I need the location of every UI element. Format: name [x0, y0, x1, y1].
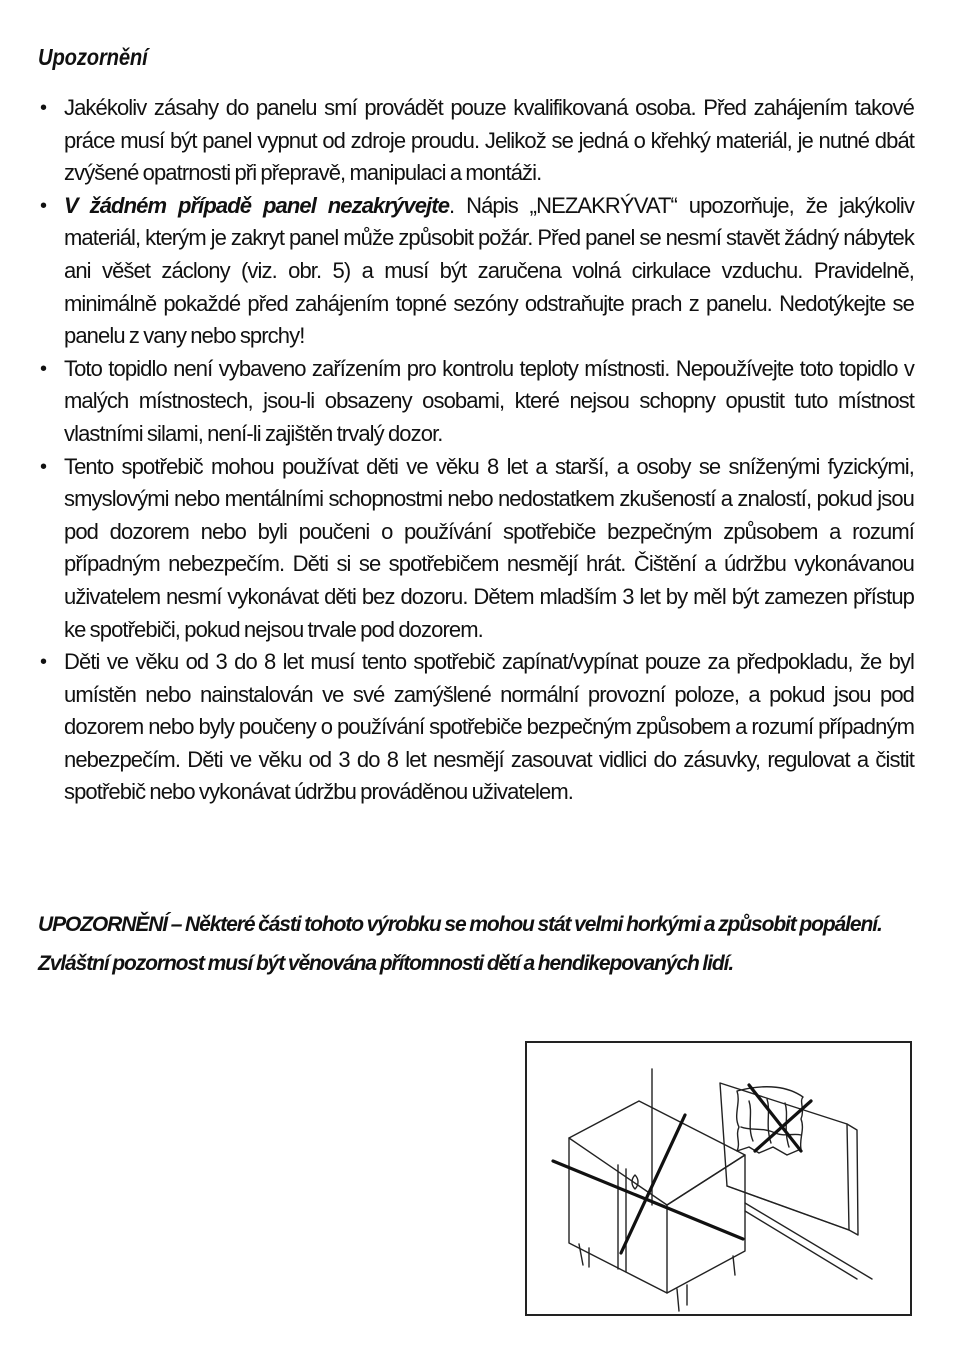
bullet-text: Toto topidlo není vybaveno zařízením pro kontrolu teploty místnosti. Nepoužívejte toto topidlo v malých místnostech, jsou-li obsazeny osobami, které nejsou schopny opustit tuto místnost vlastními silami, není-li zajištěn trvalý dozor.: [64, 355, 914, 446]
furniture-icon: [569, 1101, 745, 1311]
warning-bullet-list: [38, 92, 914, 809]
bullet-item: [38, 190, 914, 353]
bullet-text: Jakékoliv zásahy do panelu smí provádět pouze kvalifikovaná osoba. Před zahájením takové práce musí být panel vypnut od zdroje proudu. Jelikož se jedná o křehký materiál, je nutné dbát zvýšené opatrnosti při přepravě, manipulaci a montáži.: [64, 95, 914, 186]
bullet-text: Tento spotřebič mohou používat děti ve věku 8 let a starší, a osoby se sníženými fyzickými, smyslovými nebo mentálními schopnostmi nebo nedostatkem zkušeností a znalostí, pokud jsou pod dozorem nebo byli poučeni o používání spotřebiče bezpečným způsobem a rozumí případným nebezpečím. Děti si se spotřebičem nesmějí hrát. Čištění a údržbu vykonávanou uživatelem nesmí vykonávat děti bez dozoru. Dětem mladším 3 let by měl být zamezen přístup ke spotřebiči, pokud nejsou trvale pod dozorem.: [64, 453, 914, 642]
floor-line: [745, 1203, 872, 1279]
bullet-text: . Nápis „NEZAKRÝVAT“ upozorňuje, že jakýkoliv materiál, kterým je zakryt panel může způsobit požár. Před panel se nesmí stavět žádný nábytek ani věšet záclony (viz. obr. 5) a musí být zaručena volná cirkulace vzduchu. Pravidelně, minimálně pokaždé před zahájením topné sezóny odstraňujte prach z panelu. Nedotýkejte se panelu z vany nebo sprchy!: [64, 192, 914, 349]
bullet-item: [38, 451, 914, 647]
bullet-item: [38, 353, 914, 451]
panel-heater-icon: [720, 1083, 858, 1235]
curtain-icon: [737, 1087, 803, 1155]
figure-do-not-cover: [525, 1041, 912, 1316]
do-not-cover-illustration: [527, 1043, 910, 1314]
section-heading: Upozornění: [38, 44, 148, 70]
hot-surface-warning: UPOZORNĚNÍ – Některé části tohoto výrobku se mohou stát velmi horkými a způsobit popálení. Zvláštní pozornost musí být věnována přítomnosti dětí a hendikepovaných lidí.: [38, 913, 882, 975]
bullet-emphasis: V žádném případě panel nezakrývejte: [64, 192, 450, 218]
bullet-item: [38, 92, 914, 190]
floor-line: [745, 1211, 857, 1279]
bullet-text: Děti ve věku od 3 do 8 let musí tento spotřebič zapínat/vypínat pouze za předpokladu, že byl umístěn nebo nainstalován ve své zamýšlené normální provozní poloze, a pokud jsou pod dozorem nebo byly poučeny o používání spotřebiče bezpečným způsobem a rozumí případným nebezpečím. Děti ve věku od 3 do 8 let nesmějí zasouvat vidlici do zásuvky, regulovat a čistit spotřebič nebo vykonávat údržbu prováděnou uživatelem.: [64, 649, 914, 805]
bullet-item: [38, 646, 914, 809]
